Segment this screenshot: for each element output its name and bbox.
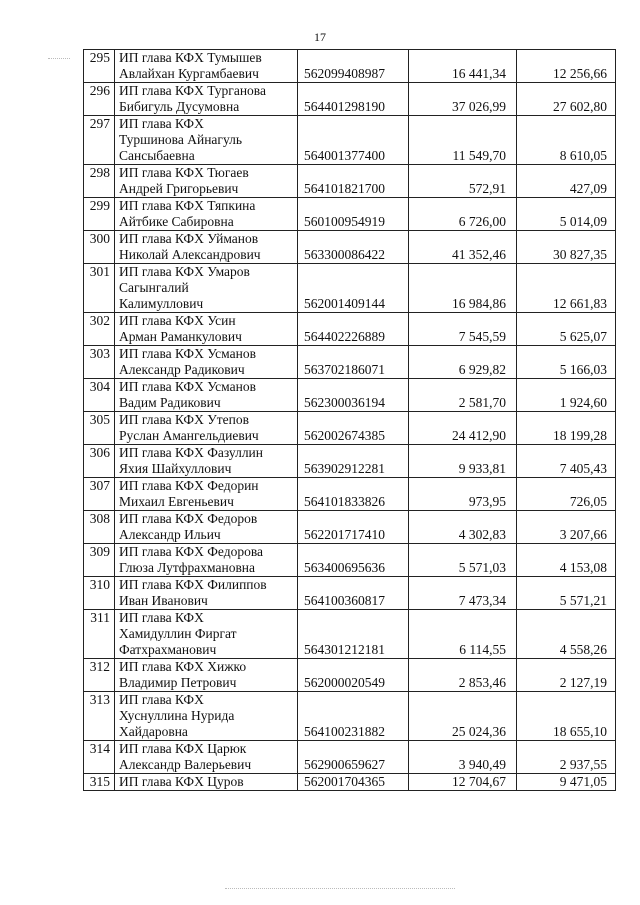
amount-1: 6 114,55: [409, 610, 517, 659]
inn-value: 564402226889: [298, 313, 409, 346]
amount-2: 8 610,05: [517, 116, 616, 165]
name-line: Владимир Петрович: [119, 675, 237, 690]
name-line: Хуснуллина Нурида: [119, 708, 235, 723]
name-line: Михаил Евгеньевич: [119, 494, 234, 509]
row-number: 295: [84, 50, 115, 83]
name-line: ИП глава КФХ Усин: [119, 313, 236, 328]
farm-head-name: [115, 198, 298, 231]
farm-head-name: [115, 741, 298, 774]
row-number: 299: [84, 198, 115, 231]
name-line: ИП глава КФХ Хижко: [119, 659, 247, 674]
name-line: ИП глава КФХ Турганова: [119, 83, 266, 98]
name-line: ИП глава КФХ Усманов: [119, 379, 256, 394]
inn-value: 564301212181: [298, 610, 409, 659]
farm-head-name: [115, 511, 298, 544]
amount-2: 9 471,05: [517, 774, 616, 791]
inn-value: 562099408987: [298, 50, 409, 83]
inn-value: 563902912281: [298, 445, 409, 478]
inn-value: 562002674385: [298, 412, 409, 445]
table-row: [84, 379, 616, 412]
table-row: [84, 610, 616, 659]
row-number: 314: [84, 741, 115, 774]
table-row: [84, 741, 616, 774]
name-line: ИП глава КФХ Федорова: [119, 544, 264, 559]
amount-2: 3 207,66: [517, 511, 616, 544]
farm-head-name: [115, 445, 298, 478]
table-row: [84, 231, 616, 264]
inn-value: 564101833826: [298, 478, 409, 511]
amount-1: 41 352,46: [409, 231, 517, 264]
row-number: 303: [84, 346, 115, 379]
amount-1: 9 933,81: [409, 445, 517, 478]
name-line: Хайдаровна: [119, 724, 188, 739]
amount-2: 18 655,10: [517, 692, 616, 741]
table-row: [84, 544, 616, 577]
row-number: 315: [84, 774, 115, 791]
amount-2: 5 014,09: [517, 198, 616, 231]
name-line: Яхия Шайхуллович: [119, 461, 232, 476]
name-line: ИП глава КФХ Фазуллин: [119, 445, 264, 460]
amount-2: 7 405,43: [517, 445, 616, 478]
amount-1: 11 549,70: [409, 116, 517, 165]
farm-head-name: [115, 577, 298, 610]
inn-value: 564100360817: [298, 577, 409, 610]
row-number: 296: [84, 83, 115, 116]
row-number: 312: [84, 659, 115, 692]
name-line: Фатхрахманович: [119, 642, 217, 657]
row-number: 302: [84, 313, 115, 346]
inn-value: 562201717410: [298, 511, 409, 544]
inn-value: 564001377400: [298, 116, 409, 165]
table-row: [84, 50, 616, 83]
amount-2: 5 571,21: [517, 577, 616, 610]
amount-1: 16 984,86: [409, 264, 517, 313]
row-number: 309: [84, 544, 115, 577]
amount-2: 5 166,03: [517, 346, 616, 379]
name-line: Хамидуллин Фиргат: [119, 626, 237, 641]
row-number: 307: [84, 478, 115, 511]
name-line: ИП глава КФХ Федорин: [119, 478, 259, 493]
inn-value: 562001704365: [298, 774, 409, 791]
name-line: Айтбике Сабировна: [119, 214, 234, 229]
registry-table: [83, 49, 616, 791]
row-number: 311: [84, 610, 115, 659]
amount-2: 427,09: [517, 165, 616, 198]
table-row: [84, 511, 616, 544]
inn-value: 562900659627: [298, 741, 409, 774]
amount-1: 3 940,49: [409, 741, 517, 774]
amount-1: 25 024,36: [409, 692, 517, 741]
table-row: [84, 659, 616, 692]
name-line: Вадим Радикович: [119, 395, 221, 410]
name-line: ИП глава КФХ Цуров: [119, 774, 244, 789]
inn-value: 563702186071: [298, 346, 409, 379]
amount-2: 2 937,55: [517, 741, 616, 774]
name-line: Калимуллович: [119, 296, 204, 311]
amount-2: 726,05: [517, 478, 616, 511]
row-number: 298: [84, 165, 115, 198]
amount-1: 5 571,03: [409, 544, 517, 577]
inn-value: 564100231882: [298, 692, 409, 741]
name-line: ИП глава КФХ Усманов: [119, 346, 256, 361]
inn-value: 562000020549: [298, 659, 409, 692]
amount-1: 572,91: [409, 165, 517, 198]
registry-table-body: [84, 50, 616, 791]
inn-value: 563300086422: [298, 231, 409, 264]
row-number: 300: [84, 231, 115, 264]
table-row: [84, 412, 616, 445]
table-row: [84, 165, 616, 198]
table-row: [84, 198, 616, 231]
name-line: ИП глава КФХ Тюгаев: [119, 165, 249, 180]
amount-2: 12 661,83: [517, 264, 616, 313]
amount-2: 4 558,26: [517, 610, 616, 659]
inn-value: 564401298190: [298, 83, 409, 116]
table-row: [84, 346, 616, 379]
footer-scan-marks: [225, 888, 455, 892]
name-line: ИП глава КФХ: [119, 610, 204, 625]
amount-2: 30 827,35: [517, 231, 616, 264]
amount-2: 18 199,28: [517, 412, 616, 445]
table-row: [84, 774, 616, 791]
farm-head-name: [115, 692, 298, 741]
name-line: ИП глава КФХ Утепов: [119, 412, 250, 427]
table-row: [84, 116, 616, 165]
farm-head-name: [115, 313, 298, 346]
farm-head-name: [115, 165, 298, 198]
row-number: 306: [84, 445, 115, 478]
farm-head-name: [115, 774, 298, 791]
table-row: [84, 313, 616, 346]
amount-1: 6 929,82: [409, 346, 517, 379]
name-line: Арман Раманкулович: [119, 329, 242, 344]
amount-1: 2 853,46: [409, 659, 517, 692]
amount-1: 7 473,34: [409, 577, 517, 610]
inn-value: 562001409144: [298, 264, 409, 313]
farm-head-name: [115, 610, 298, 659]
name-line: Руслан Амангельдиевич: [119, 428, 259, 443]
name-line: ИП глава КФХ: [119, 116, 204, 131]
name-line: Андрей Григорьевич: [119, 181, 239, 196]
farm-head-name: [115, 231, 298, 264]
row-number: 304: [84, 379, 115, 412]
amount-1: 37 026,99: [409, 83, 517, 116]
name-line: Глюза Лутфрахмановна: [119, 560, 256, 575]
row-number: 308: [84, 511, 115, 544]
amount-1: 973,95: [409, 478, 517, 511]
inn-value: 562300036194: [298, 379, 409, 412]
name-line: Александр Валерьевич: [119, 757, 252, 772]
name-line: ИП глава КФХ Филиппов: [119, 577, 267, 592]
farm-head-name: [115, 264, 298, 313]
name-line: Сагынгалий: [119, 280, 189, 295]
table-row: [84, 577, 616, 610]
farm-head-name: [115, 659, 298, 692]
amount-1: 24 412,90: [409, 412, 517, 445]
amount-2: 5 625,07: [517, 313, 616, 346]
name-line: Авлайхан Кургамбаевич: [119, 66, 259, 81]
inn-value: 564101821700: [298, 165, 409, 198]
amount-1: 4 302,83: [409, 511, 517, 544]
table-row: [84, 692, 616, 741]
name-line: Александр Ильич: [119, 527, 221, 542]
margin-mark: [48, 58, 70, 59]
name-line: ИП глава КФХ Тяпкина: [119, 198, 256, 213]
table-row: [84, 445, 616, 478]
inn-value: 563400695636: [298, 544, 409, 577]
name-line: Сансыбаевна: [119, 148, 195, 163]
farm-head-name: [115, 83, 298, 116]
row-number: 313: [84, 692, 115, 741]
amount-1: 2 581,70: [409, 379, 517, 412]
name-line: Туршинова Айнагуль: [119, 132, 243, 147]
amount-2: 27 602,80: [517, 83, 616, 116]
name-line: Иван Иванович: [119, 593, 208, 608]
amount-2: 12 256,66: [517, 50, 616, 83]
farm-head-name: [115, 478, 298, 511]
row-number: 310: [84, 577, 115, 610]
name-line: ИП глава КФХ Тумышев: [119, 50, 262, 65]
table-row: [84, 478, 616, 511]
farm-head-name: [115, 50, 298, 83]
inn-value: 560100954919: [298, 198, 409, 231]
name-line: ИП глава КФХ Царюк: [119, 741, 247, 756]
amount-2: 2 127,19: [517, 659, 616, 692]
row-number: 301: [84, 264, 115, 313]
name-line: ИП глава КФХ: [119, 692, 204, 707]
farm-head-name: [115, 544, 298, 577]
name-line: ИП глава КФХ Уйманов: [119, 231, 259, 246]
farm-head-name: [115, 346, 298, 379]
farm-head-name: [115, 412, 298, 445]
amount-1: 7 545,59: [409, 313, 517, 346]
name-line: ИП глава КФХ Умаров: [119, 264, 250, 279]
table-row: [84, 264, 616, 313]
name-line: Александр Радикович: [119, 362, 245, 377]
name-line: Николай Александрович: [119, 247, 261, 262]
table-row: [84, 83, 616, 116]
amount-1: 6 726,00: [409, 198, 517, 231]
name-line: ИП глава КФХ Федоров: [119, 511, 258, 526]
farm-head-name: [115, 379, 298, 412]
amount-1: 12 704,67: [409, 774, 517, 791]
amount-1: 16 441,34: [409, 50, 517, 83]
name-line: Бибигуль Дусумовна: [119, 99, 240, 114]
row-number: 297: [84, 116, 115, 165]
farm-head-name: [115, 116, 298, 165]
amount-2: 4 153,08: [517, 544, 616, 577]
row-number: 305: [84, 412, 115, 445]
amount-2: 1 924,60: [517, 379, 616, 412]
page-number: 17: [314, 30, 326, 44]
